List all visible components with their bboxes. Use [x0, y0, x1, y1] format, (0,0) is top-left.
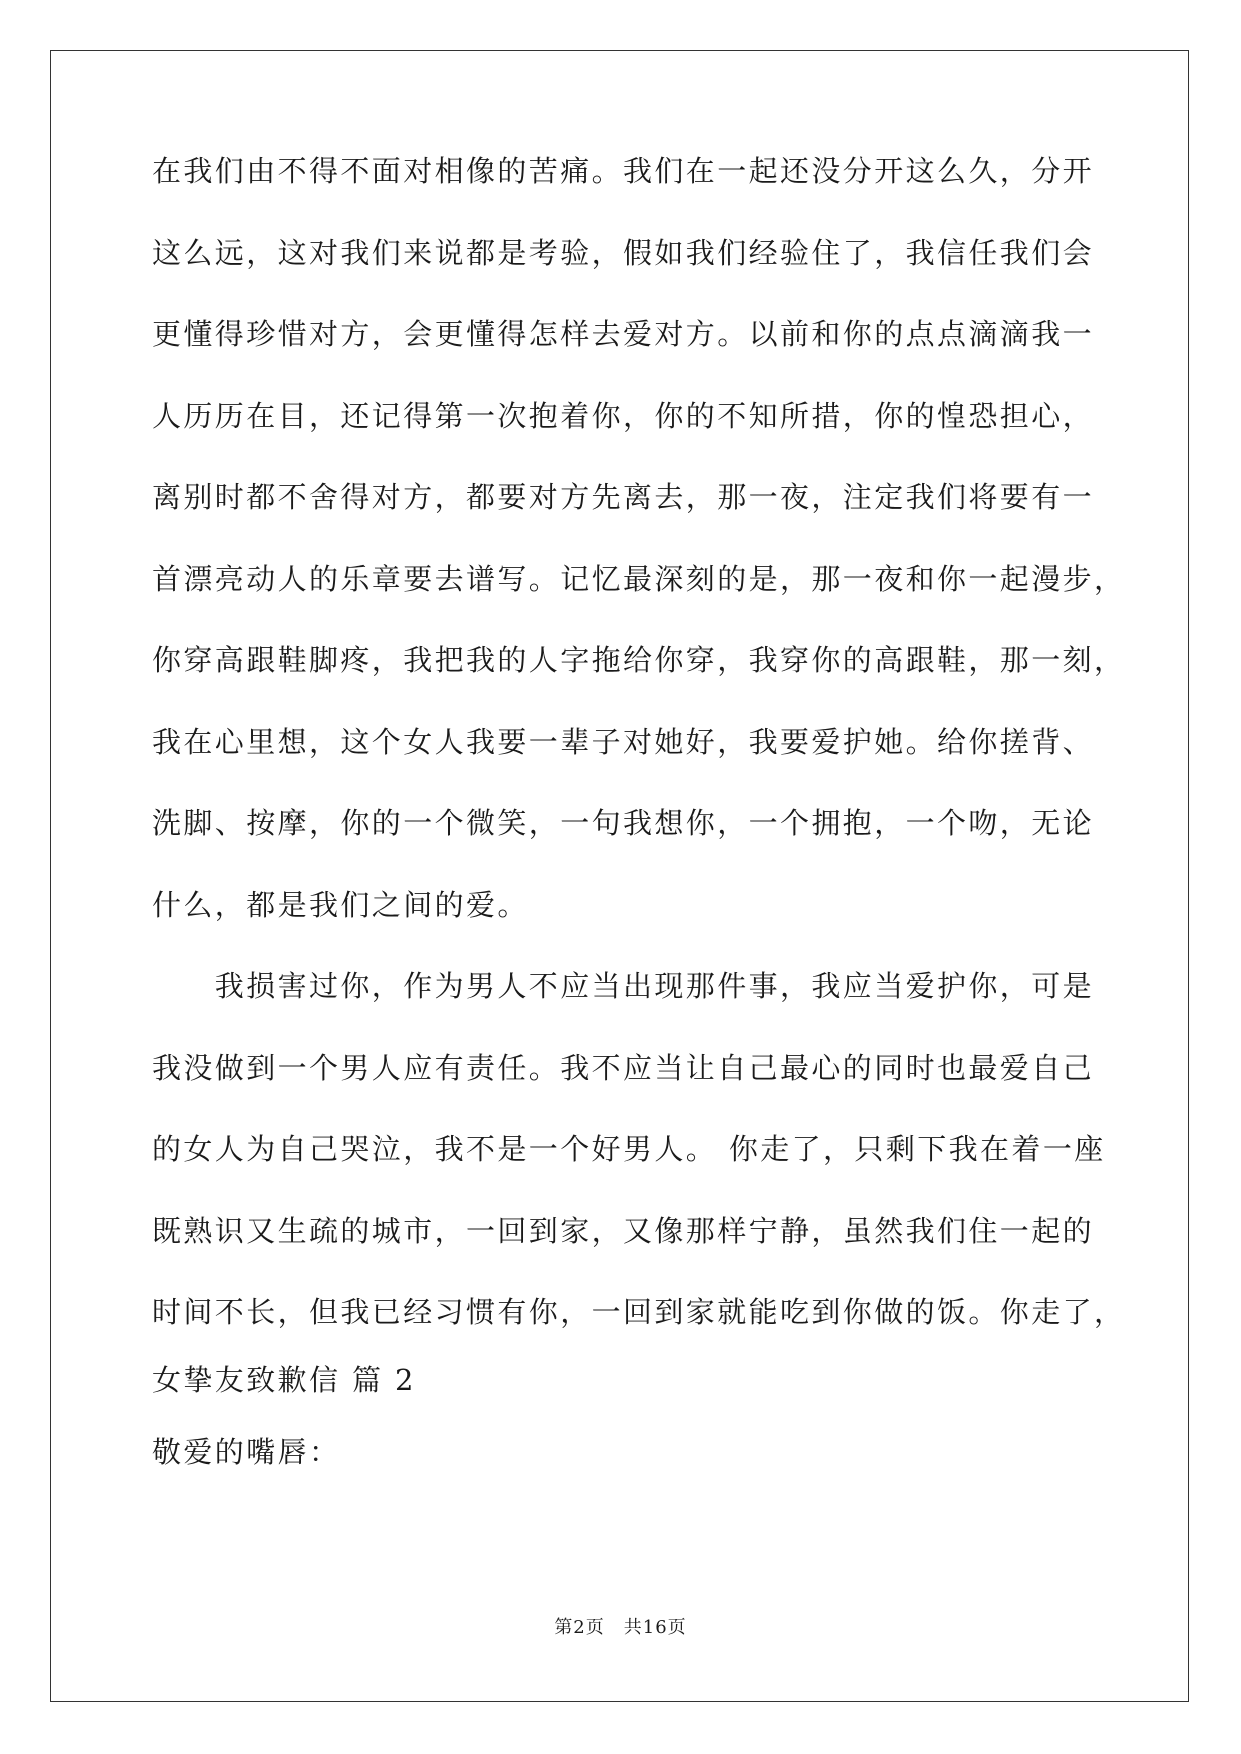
paragraph-line: 既熟识又生疏的城市，一回到家，又像那样宁静，虽然我们住一起的 [152, 1214, 1095, 1248]
paragraph-line: 我没做到一个男人应有责任。我不应当让自己最心的同时也最爱自己 [152, 1051, 1095, 1085]
paragraph-line: 的女人为自己哭泣，我不是一个好男人。 你走了，只剩下我在着一座 [152, 1132, 1106, 1166]
page-number: 第2页 共16页 [554, 1617, 687, 1638]
paragraph-line: 洗脚、按摩，你的一个微笑，一句我想你，一个拥抱，一个吻，无论 [152, 806, 1095, 840]
paragraph-line: 人历历在目，还记得第一次抱着你，你的不知所措，你的惶恐担心， [152, 399, 1095, 433]
paragraph-line: 我在心里想，这个女人我要一辈子对她好，我要爱护她。给你搓背、 [152, 725, 1095, 759]
paragraph-line: 离别时都不舍得对方，都要对方先离去，那一夜，注定我们将要有一 [152, 480, 1095, 514]
paragraph-line: 在我们由不得不面对相像的苦痛。我们在一起还没分开这么久，分开 [152, 154, 1095, 188]
paragraph-line: 这么远，这对我们来说都是考验，假如我们经验住了，我信任我们会 [152, 236, 1095, 270]
paragraph-line: 更懂得珍惜对方，会更懂得怎样去爱对方。以前和你的点点滴滴我一 [152, 317, 1095, 351]
section-title: 女挚友致歉信 篇 2 [152, 1363, 416, 1397]
salutation: 敬爱的嘴唇： [152, 1435, 341, 1469]
paragraph-line: 我损害过你，作为男人不应当出现那件事，我应当爱护你，可是 [152, 969, 1095, 1003]
paragraph-line: 首漂亮动人的乐章要去谱写。记忆最深刻的是，那一夜和你一起漫步， [152, 562, 1126, 596]
paragraph-line: 时间不长，但我已经习惯有你，一回到家就能吃到你做的饭。你走了， [152, 1295, 1126, 1329]
paragraph-line: 你穿高跟鞋脚疼，我把我的人字拖给你穿，我穿你的高跟鞋，那一刻， [152, 643, 1126, 677]
paragraph-line: 什么，都是我们之间的爱。 [152, 888, 529, 922]
